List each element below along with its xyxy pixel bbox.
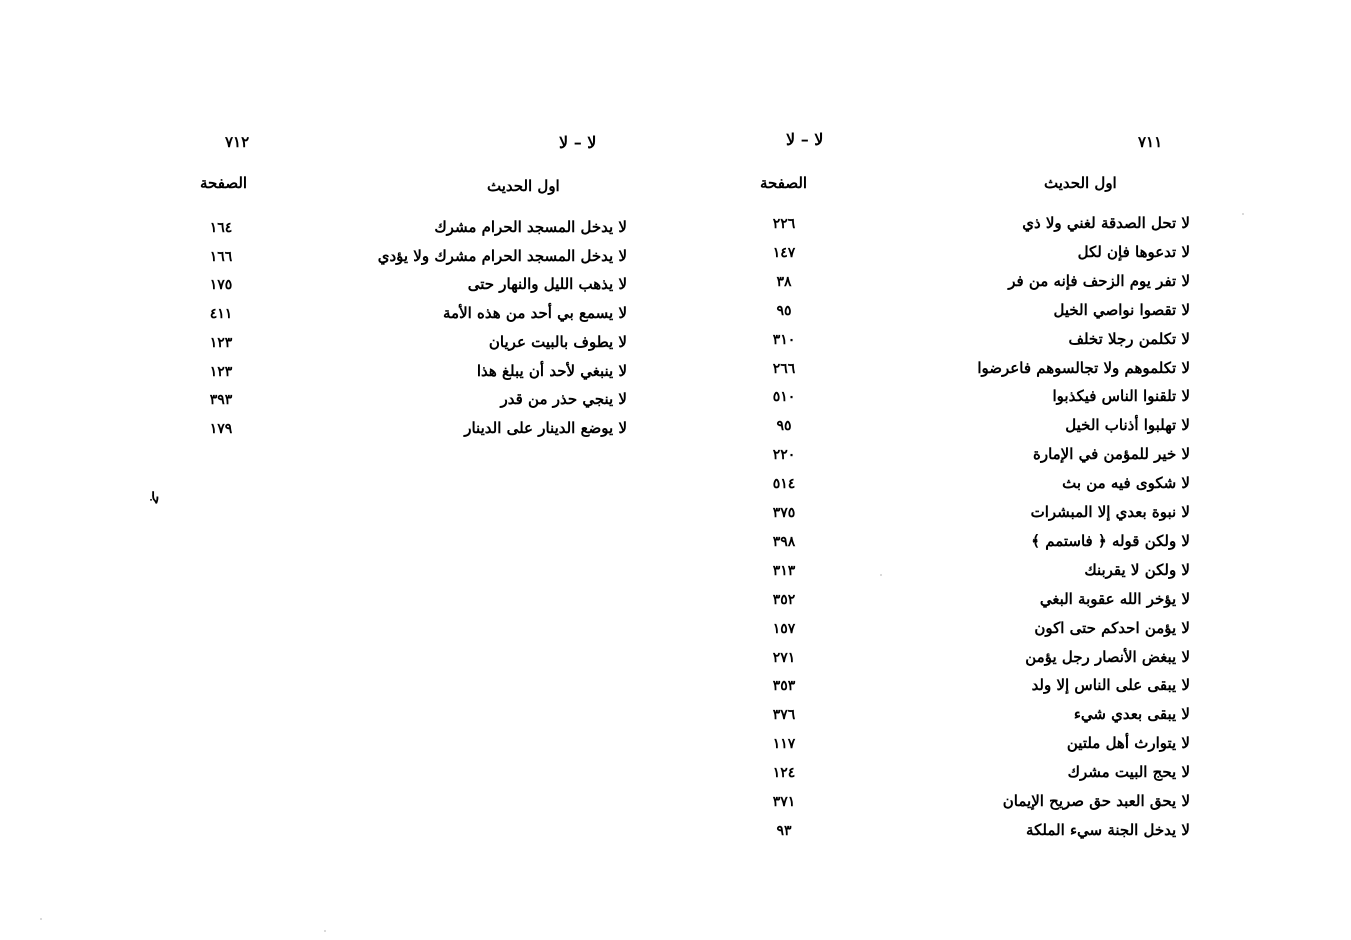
right-row-text: لا يبقى على الناس إلا ولد: [1031, 676, 1190, 695]
right-row-page: ٢٢٦: [772, 216, 796, 232]
right-row-page: ٣٥٢: [772, 591, 796, 608]
right-row-text: لا خير للمؤمن في الإمارة: [1032, 445, 1190, 464]
right-row-page: ٣١٠: [772, 331, 796, 348]
margin-mark: جـ: [148, 491, 165, 505]
left-row-page: ١٢٣: [209, 363, 233, 380]
left-row-page: ١٢٣: [209, 334, 233, 351]
right-row-text: لا تكلموهم ولا تجالسوهم فاعرضوا: [977, 358, 1190, 377]
right-row-page: ١٥٧: [772, 620, 796, 637]
right-col-page-header: الصفحة: [760, 174, 808, 192]
right-page-number: ٧١١: [1138, 133, 1163, 151]
right-row-page: ٣٥٣: [772, 678, 796, 695]
right-row-text: لا نبوة بعدي إلا المبشرات: [1030, 503, 1190, 521]
right-col-text-header: اول الحديث: [1044, 174, 1117, 192]
right-row-page: ٩٣: [776, 822, 792, 839]
right-row-text: لا تدعوها فإن لكل: [1077, 242, 1190, 261]
left-row-text: لا يذهب الليل والنهار حتى: [467, 275, 627, 294]
left-col-page-header: الصفحة: [200, 174, 248, 192]
left-row-page: ١٧٩: [209, 420, 233, 437]
left-page-number: ٧١٢: [225, 133, 250, 151]
right-row-text: لا تحل الصدقة لغني ولا ذي: [1022, 214, 1190, 232]
right-row-page: ٩٥: [776, 418, 792, 435]
right-row-page: ١١٧: [772, 736, 796, 753]
right-row-page: ٥١٠: [772, 389, 796, 406]
left-row-text: لا يسمع بي أحد من هذه الأمة: [443, 304, 627, 323]
right-row-page: ٣٧٦: [772, 707, 796, 724]
left-row-text: لا ينجي حذر من قدر: [500, 390, 627, 409]
scan-speck: [324, 930, 326, 932]
right-row-text: لا يبقى بعدي شيء: [1073, 705, 1190, 724]
left-row-text: لا يدخل المسجد الحرام مشرك ولا يؤدي: [377, 246, 627, 265]
right-row-text: لا تلقنوا الناس فيكذبوا: [1052, 387, 1190, 406]
right-row-text: لا يحق العبد حق صريح الإيمان: [1002, 792, 1190, 810]
right-row-page: ١٤٧: [772, 244, 796, 261]
right-row-text: لا ولكن قوله ﴿ فاستمم ﴾: [1031, 531, 1190, 550]
left-row-text: لا يوضع الدينار على الدينار: [464, 418, 627, 437]
left-row-text: لا يدخل المسجد الحرام مشرك: [434, 218, 627, 236]
right-row-page: ٣٨: [776, 273, 792, 290]
right-row-text: لا يحج البيت مشرك: [1067, 763, 1190, 782]
scan-speck: [880, 574, 882, 576]
right-row-page: ٢٧١: [772, 649, 796, 666]
right-row-text: لا تقصوا نواصي الخيل: [1053, 300, 1190, 319]
left-row-page: ٣٩٣: [209, 392, 233, 409]
right-row-text: لا تهلبوا أذناب الخيل: [1065, 416, 1190, 435]
right-row-text: لا يؤمن احدكم حتى اكون: [1034, 618, 1190, 637]
right-row-page: ٢٦٦: [772, 360, 796, 377]
scan-speck: [40, 918, 42, 920]
left-running-head: لا – لا: [559, 133, 597, 152]
right-row-page: ٣٩٨: [772, 533, 796, 550]
right-row-text: لا يؤخر الله عقوبة البغي: [1039, 589, 1190, 608]
right-row-page: ١٢٤: [772, 765, 796, 782]
right-row-page: ٩٥: [776, 302, 792, 319]
left-row-text: لا يطوف بالبيت عريان: [488, 332, 627, 351]
left-row-page: ١٦٦: [209, 248, 233, 265]
left-row-page: ١٧٥: [209, 277, 233, 294]
left-row-page: ١٦٤: [209, 220, 233, 236]
right-row-text: لا يبغض الأنصار رجل يؤمن: [1025, 647, 1190, 666]
left-row-page: ٤١١: [209, 306, 233, 323]
right-row-page: ٣٧٥: [772, 505, 796, 521]
right-row-text: لا تكلمن رجلا تخلف: [1068, 329, 1190, 348]
right-row-text: لا شكوى فيه من بث: [1062, 474, 1190, 493]
right-row-text: لا ولكن لا يقربنك: [1084, 560, 1190, 579]
left-col-text-header: اول الحديث: [487, 177, 560, 195]
right-row-page: ٣٧١: [772, 794, 796, 810]
right-row-text: لا تفر يوم الزحف فإنه من فر: [1008, 271, 1190, 290]
right-row-page: ٥١٤: [772, 476, 796, 493]
scan-speck: [1242, 213, 1244, 215]
right-row-text: لا يتوارث أهل ملتين: [1066, 734, 1190, 753]
right-row-page: ٣١٣: [772, 562, 796, 579]
left-row-text: لا ينبغي لأحد أن يبلغ هذا: [476, 361, 627, 380]
right-running-head: لا – لا: [786, 130, 824, 149]
right-row-text: لا يدخل الجنة سيء الملكة: [1026, 820, 1190, 839]
right-row-page: ٢٢٠: [772, 447, 796, 464]
